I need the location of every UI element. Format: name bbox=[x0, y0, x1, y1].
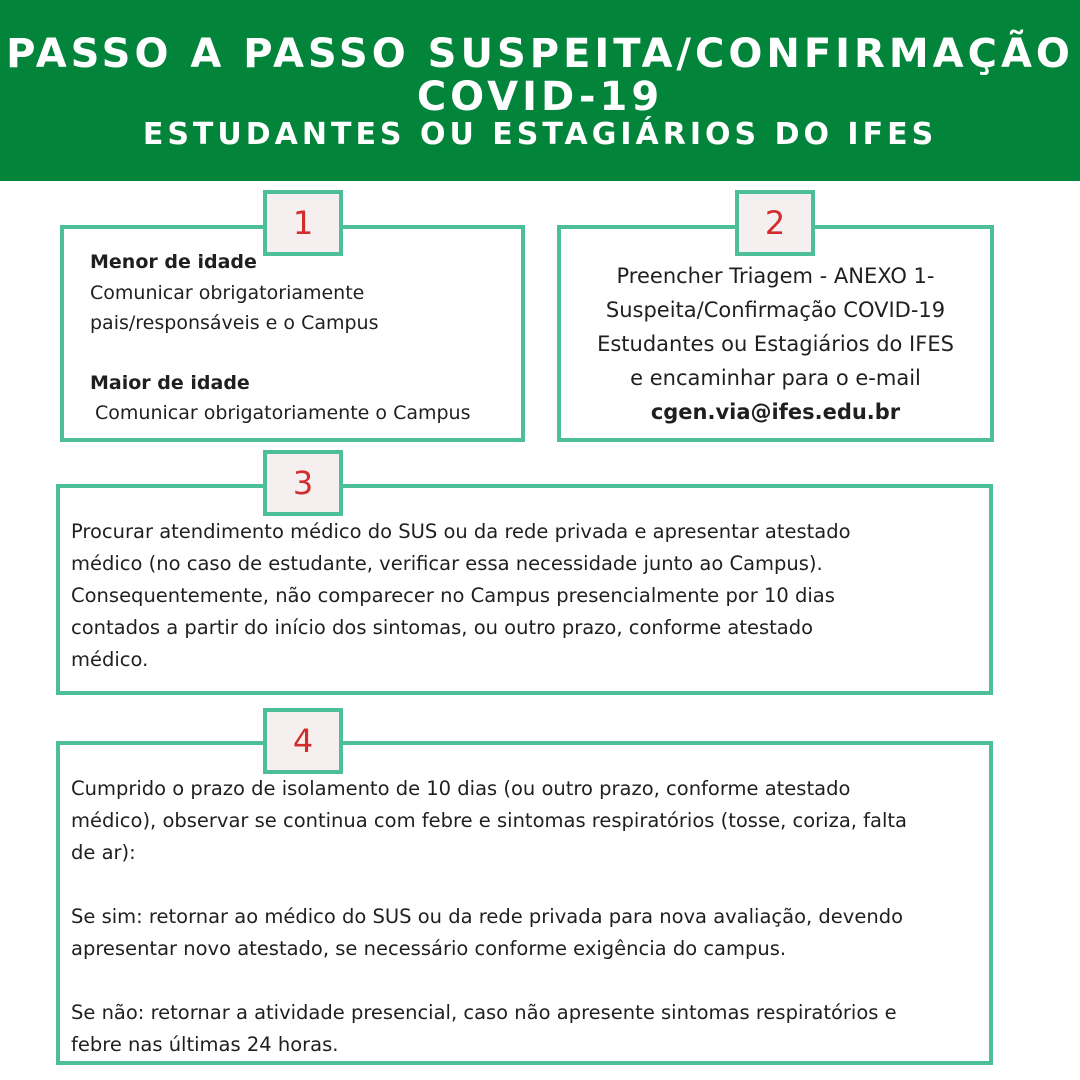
header-banner bbox=[0, 0, 1080, 181]
step3-line: Procurar atendimento médico do SUS ou da rede privada e apresentar atestado bbox=[71, 520, 851, 543]
step2-box bbox=[557, 225, 994, 442]
step2-line1: Preencher Triagem - ANEXO 1- bbox=[616, 264, 935, 288]
step4-number-badge: 4 bbox=[263, 708, 343, 774]
header-subtitle: ESTUDANTES OU ESTAGIÁRIOS DO IFES bbox=[142, 117, 938, 152]
step1-minor-title: Menor de idade bbox=[90, 251, 257, 273]
step2-number-badge: 2 bbox=[735, 190, 815, 256]
step2-email: cgen.via@ifes.edu.br bbox=[650, 400, 901, 424]
step4-line: apresentar novo atestado, se necessário conforme exigência do campus. bbox=[71, 937, 787, 960]
step4-paragraph2 bbox=[71, 901, 986, 965]
step2-line4: e encaminhar para o e-mail bbox=[630, 366, 921, 390]
step3-paragraph bbox=[71, 516, 986, 676]
step1-box bbox=[60, 225, 525, 442]
step1-number-badge: 1 bbox=[263, 190, 343, 256]
step3-number-badge: 3 bbox=[263, 450, 343, 516]
step1-minor-line2: pais/responsáveis e o Campus bbox=[90, 312, 379, 334]
step2-line2: Suspeita/Confirmação COVID-19 bbox=[605, 298, 946, 322]
step4-line: Se sim: retornar ao médico do SUS ou da rede privada para nova avaliação, devendo bbox=[71, 905, 903, 928]
step3-line: médico (no caso de estudante, verificar essa necessidade junto ao Campus). bbox=[71, 552, 823, 575]
step3-box bbox=[56, 484, 993, 695]
step4-line: Se não: retornar a atividade presencial, caso não apresente sintomas respiratórios e bbox=[71, 1001, 897, 1024]
header-title-line1: PASSO A PASSO SUSPEITA/CONFIRMAÇÃO bbox=[6, 31, 1074, 77]
step4-paragraph1 bbox=[71, 773, 986, 869]
step2-line3: Estudantes ou Estagiários do IFES bbox=[597, 332, 954, 356]
step3-line: contados a partir do início dos sintomas, ou outro prazo, conforme atestado bbox=[71, 616, 814, 639]
step4-line: de ar): bbox=[71, 841, 136, 864]
step4-box bbox=[56, 741, 993, 1065]
step3-line: médico. bbox=[71, 648, 149, 671]
step4-line: médico), observar se continua com febre e sintomas respiratórios (tosse, coriza, falta bbox=[71, 809, 908, 832]
step4-line: Cumprido o prazo de isolamento de 10 dias (ou outro prazo, conforme atestado bbox=[71, 777, 851, 800]
step1-adult-title: Maior de idade bbox=[90, 372, 250, 394]
step4-line: febre nas últimas 24 horas. bbox=[71, 1033, 339, 1056]
step4-paragraph3 bbox=[71, 997, 986, 1061]
step1-adult-line1: Comunicar obrigatoriamente o Campus bbox=[95, 402, 471, 424]
step3-line: Consequentemente, não comparecer no Campus presencialmente por 10 dias bbox=[71, 584, 835, 607]
header-title-line2: COVID-19 bbox=[416, 74, 664, 120]
step1-minor-line1: Comunicar obrigatoriamente bbox=[90, 282, 365, 304]
